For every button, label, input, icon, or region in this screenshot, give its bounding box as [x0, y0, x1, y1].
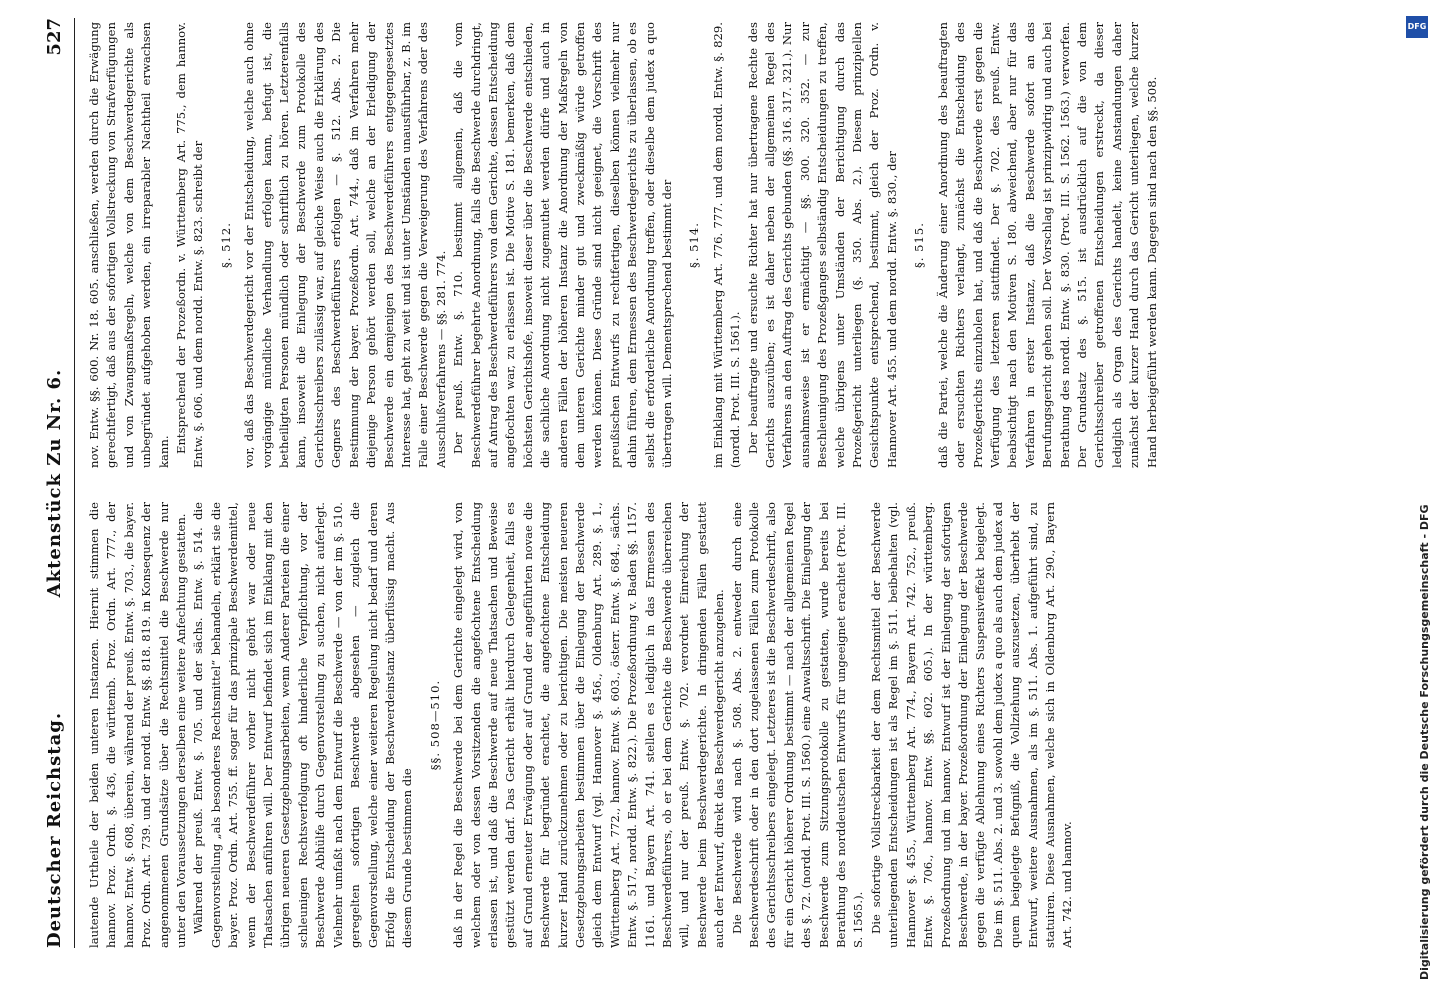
section-heading: §. 515. [912, 222, 927, 268]
section-heading: §. 512. [218, 222, 233, 268]
paragraph: Entsprechend der Prozeßordn. v. Württemberg Art. 775., dem hannov. Entw. §. 606. und dem nordd. Entw. §. 823. schreibt der [174, 22, 206, 468]
paragraph: Der beauftragte und ersuchte Richter hat nur übertragene Rechte des Gerichts auszuüben; es ist daher neben der allgemeinen Regel des Verfahrens an den Auftrag des Gerichts gebunden (§§. 316. 317. 321.). Nur ausnahmsweise ist er ermächtigt — §§. 300. 320. 352. — zur Beschleunigung des Prozeßganges selbständig Entscheidungen zu treffen, welche übrigens unter Umständen der Berichtigung durch das Prozeßgericht unterliegen (§. 350. Abs. 2.). Diesem prinzipiellen Gesichtspunkte entsprechend, bestimmt, gleich der Proz. Ordn. v. Hannover Art. 455. und dem nordd. Entw. §. 830., der [745, 22, 899, 468]
running-head-center: Aktenstück Zu Nr. 6. [44, 368, 65, 598]
paragraph: Der preuß. Entw. §. 710. bestimmt allgemein, daß die vom Beschwerdeführer begehrte Anordnung, falls die Beschwerde durchdringt, auf Antrag des Beschwerdeführers von dem Gerichte, dessen Entscheidung angefochten war, zu erlassen ist. Die Motive S. 181. bemerken, daß dem höchsten Gerichtshofe, insoweit dieser über die Beschwerde entschieden, die sachliche Anordnung nicht zugemuthet werden dürfe und auch in anderen Fällen der höheren Instanz die Anordnung der Maßregeln von dem unteren Gerichte minder gut und zweckmäßig würde getroffen werden können. Diese Gründe sind nicht geeignet, die Vorschrift des preußischen Entwurfs zu rechtfertigen, dieselben können vielmehr nur dahin führen, dem Ermessen des Beschwerdegerichts zu überlassen, ob es selbst die erforderliche Anordnung treffen, oder dieselbe dem judex a quo übertragen will. Dementsprechend bestimmt der [451, 22, 674, 468]
section-heading: §§. 508—510. [427, 679, 442, 771]
paragraph: Die Beschwerde wird nach §. 508. Abs. 2. entweder durch eine Beschwerdeschrift oder in den dort zugelassenen Fällen zum Protokolle des Gerichtsschreibers eingelegt. Letzteres ist die Beschwerdeschrift, also für ein Gericht höherer Ordnung bestimmt — nach der allgemeinen Regel des §. 72. (nordd. Prot. III. S. 1560.) eine Anwaltsschrift. Die Einlegung der Beschwerde zum Sitzungsprotokolle zu gestatten, wurde bereits bei Berathung des norddeutschen Entwurfs für ungeeignet erachtet (Prot. III. S. 1565.). [729, 502, 866, 948]
paragraph: vor, daß das Beschwerdegericht vor der Entscheidung, welche auch ohne vorgängige mündliche Verhandlung erfolgen kann, befugt ist, die betheiligten Personen mündlich oder schriftlich zu hören. Letzterenfalls kann, insoweit die Einlegung der Beschwerde zum Protokolle des Gerichtsschreibers zulässig war, auf gleiche Weise auch die Erklärung des Gegners des Beschwerdeführers erfolgen — §. 512. Abs. 2. Die Bestimmung der bayer. Prozeßordn. Art. 744., daß im Verfahren mehr diejenige Person gehört werden soll, welche an der Erledigung der Beschwerde ein demjenigen des Beschwerdeführers entgegengesetztes Interesse hat, geht zu weit und ist unter Umständen unausführbar, z. B. im Falle einer Beschwerde gegen die Verweigerung des Verfahrens oder des Ausschlußverfahrens — §§. 281. 774. [242, 22, 448, 468]
text-column-left [86, 502, 1396, 948]
paragraph: Während der preuß. Entw. §. 705. und der sächs. Entw. §. 514. die Gegenvorstellung „als besonderes Rechtsmittel“ behandeln, erklärt sie die bayer. Proz. Ordn. Art. 755. ff. sogar für das prinzipale Beschwerdemittel, wenn der Beschwerdeführer vorher nicht gehört war oder neue Thatsachen anführen will. Der Entwurf befindet sich im Einklang mit den übrigen neueren Gesetzgebungsarbeiten, wenn Anderer Parteien die einer schleunigen Rechtsverfolgung oft hinderliche Verpflichtung, vor der Beschwerde Abhülfe durch Gegenvorstellung zu suchen, nicht auferlegt. Vielmehr umfaßt nach dem Entwurf die Beschwerde — von der im §. 510. geregelten sofortigen Beschwerde abgesehen — zugleich die Gegenvorstellung, welche einer weiteren Regelung nicht bedarf und deren Erfolg die Entscheidung der Beschwerdeinstanz überflüssig macht. Aus diesem Grunde bestimmen die [191, 502, 415, 948]
text-column-right [86, 22, 1396, 468]
paragraph: nov. Entw. §§. 600. Nr. 18. 605. anschließen, werden durch die Erwägung gerechtfertigt, daß aus der sofortigen Vollstreckung von Strafverfügungen und von Zwangsmaßregeln, welche von dem Beschwerdegerichte als unbegründet aufgehoben werden, ein irreparabler Nachtheil erwachsen kann. [87, 22, 171, 468]
paragraph: daß die Partei, welche die Änderung einer Anordnung des beauftragten oder ersuchten Richters verlangt, zunächst die Entscheidung des Prozeßgerichts einzuholen hat, und daß die Beschwerde erst gegen die Verfügung des letzteren stattfindet. Der §. 702. des preuß. Entw. beabsichtigt nach den Motiven S. 180. abweichend, aber nur für das Verfahren in erster Instanz, daß die Beschwerde sofort an das Berufungsgericht gehen soll. Der Vorschlag ist prinzipwidrig und auch bei Berathung des nordd. Entw. §. 830. (Prot. III. S. 1562. 1563.) verworfen. Der Grundsatz des §. 515. ist ausdrücklich auf die von dem Gerichtsschreiber getroffenen Entscheidungen erstreckt, da dieser lediglich als Organ des Gerichts handelt, keine Anstandungen daher zunächst der kurzer Hand durch das Gericht unterliegen, welche kurzer Hand herbeigeführt werden kann. Dagegen sind nach den §§. 508. [935, 22, 1159, 468]
running-head-left: Deutscher Reichstag. [44, 711, 65, 948]
paragraph: Die sofortige Vollstreckbarkeit der dem Rechtsmittel der Beschwerde unterliegenden Entscheidungen ist als Regel im §. 511. beibehalten (vgl. Hannover §. 455., Württemberg Art. 774., Bayern Art. 742. 752., preuß. Entw. §. 706., hannov. Entw. §§. 602. 605.). In der württemberg. Prozeßordnung und im hannov. Entwurf ist der Einlegung der sofortigen Beschwerde, in der bayer. Prozeßordnung der Einlegung der Beschwerde gegen die verfügte Ablehnung eines Richters Suspensiveffekt beigelegt. Die im §. 511. Abs. 2. und 3. sowohl dem judex a quo als auch dem judex ad quem beigelegte Befugniß, die Vollziehung auszusetzen, überhebt der Entwurf, weitere Ausnahmen, als im §. 511. Abs. 1. aufgeführt sind, zu statuiren. Diese Ausnahmen, welche sich in Oldenburg Art. 290., Bayern Art. 742. und hannov. [868, 502, 1075, 948]
paragraph: lautende Urtheile der beiden unteren Instanzen. Hiernit stimmen die hannov. Proz. Ordn. §. 436, die württemb. Proz. Ordn. Art. 777., der hannov. Entw. §. 608, überein, während der preuß. Entw. §. 703., die bayer. Proz. Ordn. Art. 739. und der nordd. Entw. §§. 818. 819. in Konsequenz der angenommenen Grundsätze über die Rechtsmittel die Beschwerde nur unter den Voraussetzungen derselben eine weitere Anfechtung gestatten. [87, 502, 189, 948]
paragraph: im Einklang mit Württemberg Art. 776. 777. und dem nordd. Entw. §. 829. (nordd. Prot. III. S. 1561.). [710, 22, 743, 468]
paragraph: daß in der Regel die Beschwerde bei dem Gerichte eingelegt wird, von welchem oder von dessen Vorsitzenden die angefochtene Entscheidung erlassen ist, und daß die Beschwerde auf neue Thatsachen und Beweise gestützt werden darf. Das Gericht erhält hierdurch Gelegenheit, falls es auf Grund erneuter Erwägung oder auf Grund der angeführten novae die Beschwerde für begründet erachtet, die angefochtene Entscheidung kurzer Hand zurückzunehmen oder zu berichtigen. Die meisten neueren Gesetzgebungsarbeiten bestimmen über die Einlegung der Beschwerde gleich dem Entwurf (vgl. Hannover §. 456., Oldenburg Art. 289. §. 1., Württemberg Art. 772., hannov. Entw. §. 603., österr. Entw. §. 684., sächs. Entw. §. 517., nordd. Entw. §. 822.). Die Prozeßordnung v. Baden §§. 1157. 1161. und Bayern Art. 741. stellen es lediglich in das Ermessen des Beschwerdeführers, ob er bei dem Gerichte die Beschwerde überreichen will, und nur der preuß. Entw. §. 702. verordnet Einreichung der Beschwerde beim Beschwerdegerichte. In dringenden Fällen gestattet auch der Entwurf, direkt das Beschwerdegericht anzugehen. [451, 502, 727, 948]
page-header [38, 18, 75, 948]
dfg-logo-icon: DFG [1406, 16, 1428, 38]
digitization-credit [1398, 40, 1432, 980]
credit-text: Digitalisierung gefördert durch die Deutsche Forschungsgemeinschaft - DFG [1418, 504, 1431, 980]
page-number: 527 [44, 18, 65, 56]
section-heading: §. 514. [687, 222, 702, 268]
